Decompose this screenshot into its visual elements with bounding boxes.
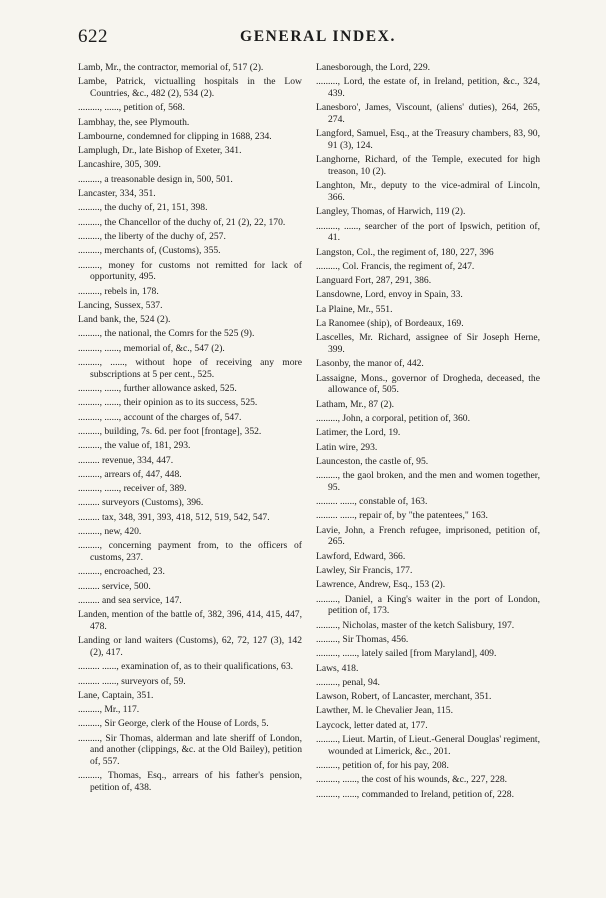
index-entry: Lambourne, condemned for clipping in 1688, 234. bbox=[78, 130, 272, 142]
index-entry: Latham, Mr., 87 (2). bbox=[316, 398, 395, 410]
index-entry: ........., ......, further allowance asked, 525. bbox=[78, 383, 237, 395]
index-entry: Lassaigne, Mons., governor of Drogheda, deceased, the allowance of, 505. bbox=[316, 372, 540, 396]
left-column bbox=[78, 62, 302, 796]
index-entry: ........., ......, receiver of, 389. bbox=[78, 483, 187, 495]
index-entry: Lawrence, Andrew, Esq., 153 (2). bbox=[316, 579, 446, 591]
index-columns bbox=[78, 62, 562, 892]
index-entry: ......... tax, 348, 391, 393, 418, 512, 519, 542, 547. bbox=[78, 511, 270, 523]
index-entry: ........., the gaol broken, and the men and women together, 95. bbox=[316, 470, 540, 493]
index-entry: ........., the Chancellor of the duchy of, 21 (2), 22, 170. bbox=[78, 216, 286, 228]
index-entry: ......... ......, repair of, by "the patentees," 163. bbox=[316, 510, 488, 522]
index-entry: La Ranomee (ship), of Bordeaux, 169. bbox=[316, 318, 464, 330]
index-entry: ......... revenue, 334, 447. bbox=[78, 454, 174, 466]
index-entry: Lancaster, 334, 351. bbox=[78, 188, 156, 200]
index-entry: Land bank, the, 524 (2). bbox=[78, 314, 171, 326]
index-entry: Landen, mention of the battle of, 382, 396, 414, 415, 447, 478. bbox=[78, 609, 302, 632]
index-entry: ........., ......, memorial of, &c., 547 (2). bbox=[78, 342, 225, 354]
index-entry: ........., rebels in, 178. bbox=[78, 285, 159, 297]
index-entry: ........., ......, the cost of his wounds, &c., 227, 228. bbox=[316, 774, 508, 786]
index-entry: Lascelles, Mr. Richard, assignee of Sir Joseph Herne, 399. bbox=[316, 332, 540, 356]
index-entry: ........., the national, the Comrs for the 525 (9). bbox=[78, 328, 255, 340]
index-entry: Lancing, Sussex, 537. bbox=[78, 299, 163, 311]
index-entry: Langhorne, Richard, of the Temple, executed for high treason, 10 (2). bbox=[316, 154, 540, 177]
index-entry: Lambe, Patrick, victualling hospitals in the Low Countries, &c., 482 (2), 534 (2). bbox=[78, 76, 302, 99]
index-entry: ......... and sea service, 147. bbox=[78, 594, 182, 606]
index-entry: ........., ......, without hope of receiving any more subscriptions at 5 per cent., 525. bbox=[78, 357, 302, 380]
index-entry: Latimer, the Lord, 19. bbox=[316, 427, 401, 439]
index-entry: ........., building, 7s. 6d. per foot [frontage], 352. bbox=[78, 425, 262, 437]
index-entry: Lanesboro', James, Viscount, (aliens' duties), 264, 265, 274. bbox=[316, 102, 540, 125]
index-entry: ........., concerning payment from, to the officers of customs, 237. bbox=[78, 540, 302, 564]
index-entry: ........., new, 420. bbox=[78, 526, 142, 538]
index-entry: ........., encroached, 23. bbox=[78, 566, 165, 578]
index-entry: ........., Lord, the estate of, in Ireland, petition, &c., 324, 439. bbox=[316, 76, 540, 99]
index-entry: Lawson, Robert, of Lancaster, merchant, 351. bbox=[316, 691, 492, 703]
index-entry: ........., ......, commanded to Ireland, petition of, 228. bbox=[316, 788, 514, 800]
page-title: GENERAL INDEX. bbox=[240, 28, 396, 45]
index-entry: Lasonby, the manor of, 442. bbox=[316, 358, 424, 370]
index-entry: Lawford, Edward, 366. bbox=[316, 550, 406, 562]
page-header bbox=[78, 26, 558, 50]
index-entry: Lane, Captain, 351. bbox=[78, 689, 154, 701]
index-entry: Lawley, Sir Francis, 177. bbox=[316, 565, 413, 577]
index-entry: ........., Nicholas, master of the ketch Salisbury, 197. bbox=[316, 619, 515, 631]
index-entry: Latin wire, 293. bbox=[316, 441, 378, 453]
index-entry: ......... ......, surveyors of, 59. bbox=[78, 675, 186, 687]
index-entry: ........., ......, lately sailed [from Maryland], 409. bbox=[316, 648, 497, 660]
index-entry: La Plaine, Mr., 551. bbox=[316, 303, 393, 315]
index-entry: Lanesborough, the Lord, 229. bbox=[316, 62, 431, 73]
index-entry: ........., Thomas, Esq., arrears of his father's pension, petition of, 438. bbox=[78, 770, 302, 794]
index-entry: ........., merchants of, (Customs), 355. bbox=[78, 245, 221, 257]
index-entry: ........., the duchy of, 21, 151, 398. bbox=[78, 202, 208, 214]
index-entry: ........., ......, their opinion as to its success, 525. bbox=[78, 397, 258, 409]
index-entry: ......... ......, examination of, as to their qualifications, 63. bbox=[78, 661, 294, 673]
index-entry: ........., ......, searcher of the port of Ipswich, petition of, 41. bbox=[316, 220, 540, 244]
index-entry: ........., Daniel, a King's waiter in the port of London, petition of, 173. bbox=[316, 593, 540, 617]
index-entry: ........., a treasonable design in, 500, 501. bbox=[78, 173, 233, 185]
index-entry: ........., Sir George, clerk of the House of Lords, 5. bbox=[78, 718, 269, 730]
index-entry: ........., the liberty of the duchy of, 257. bbox=[78, 230, 226, 242]
index-entry: Lamplugh, Dr., late Bishop of Exeter, 341. bbox=[78, 145, 242, 157]
index-entry: Laws, 418. bbox=[316, 662, 359, 674]
index-entry: ......... surveyors (Customs), 396. bbox=[78, 497, 204, 509]
index-entry: Langford, Samuel, Esq., at the Treasury chambers, 83, 90, 91 (3), 124. bbox=[316, 128, 540, 151]
index-entry: ........., Col. Francis, the regiment of, 247. bbox=[316, 260, 475, 272]
index-entry: Lambhay, the, see Plymouth. bbox=[78, 116, 190, 128]
index-entry: ........., John, a corporal, petition of, 360. bbox=[316, 412, 471, 424]
index-entry: ........., the value of, 181, 293. bbox=[78, 440, 191, 452]
index-entry: ........., arrears of, 447, 448. bbox=[78, 468, 182, 480]
index-entry: ........., Lieut. Martin, of Lieut.-General Douglas' regiment, wounded at Limerick, &c., 201. bbox=[316, 734, 540, 757]
index-entry: Lansdowne, Lord, envoy in Spain, 33. bbox=[316, 289, 463, 301]
index-entry: Languard Fort, 287, 291, 386. bbox=[316, 275, 432, 287]
index-entry: ........., Mr., 117. bbox=[78, 704, 140, 716]
index-entry: Langley, Thomas, of Harwich, 119 (2). bbox=[316, 206, 466, 218]
index-entry: ........., Sir Thomas, alderman and late sheriff of London, and another (clippings, &c. at the Old Bailey), petition of, 557. bbox=[78, 732, 302, 768]
index-entry: Langston, Col., the regiment of, 180, 227, 396 bbox=[316, 246, 494, 258]
index-entry: Lamb, Mr., the contractor, memorial of, 517 (2). bbox=[78, 62, 264, 73]
index-entry: ......... ......, constable of, 163. bbox=[316, 496, 428, 508]
index-entry: Laycock, letter dated at, 177. bbox=[316, 719, 428, 731]
right-column bbox=[316, 62, 540, 803]
index-entry: ........., ......, account of the charges of, 547. bbox=[78, 411, 242, 423]
index-entry: Landing or land waiters (Customs), 62, 72, 127 (3), 142 (2), 417. bbox=[78, 635, 302, 658]
index-entry: ........., petition of, for his pay, 208. bbox=[316, 760, 449, 772]
index-entry: ........., penal, 94. bbox=[316, 676, 380, 688]
index-entry: Lavie, John, a French refugee, imprisoned, petition of, 265. bbox=[316, 524, 540, 548]
page-number: 622 bbox=[78, 26, 108, 47]
index-entry: ........., Sir Thomas, 456. bbox=[316, 633, 409, 645]
index-entry: ......... service, 500. bbox=[78, 580, 151, 592]
index-entry: ........., money for customs not remitted for lack of opportunity, 495. bbox=[78, 259, 302, 283]
index-entry: ........., ......, petition of, 568. bbox=[78, 102, 185, 114]
index-entry: Langhton, Mr., deputy to the vice-admiral of Lincoln, 366. bbox=[316, 180, 540, 203]
index-entry: Lawther, M. le Chevalier Jean, 115. bbox=[316, 705, 453, 717]
index-entry: Launceston, the castle of, 95. bbox=[316, 455, 429, 467]
index-entry: Lancashire, 305, 309. bbox=[78, 159, 161, 171]
